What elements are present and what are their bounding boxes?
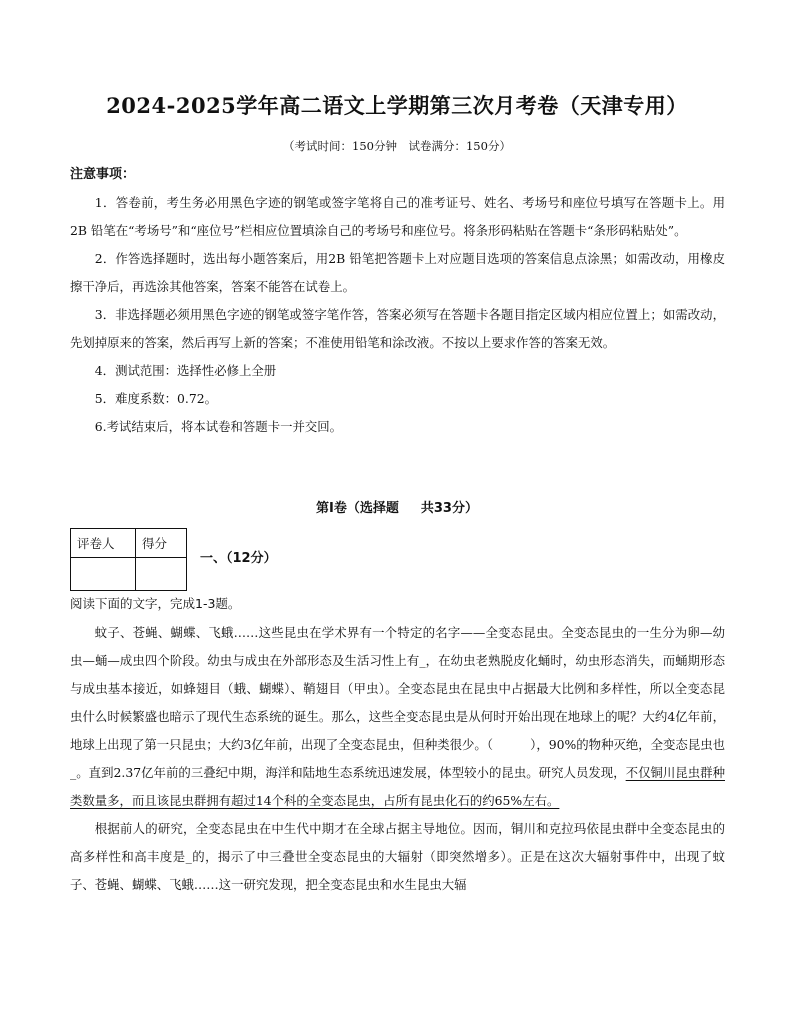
part-label: 一、（12分） bbox=[200, 551, 277, 566]
notice-item: 3．非选择题必须用黑色字迹的钢笔或签字笔作答，答案必须写在答题卡各题目指定区域内相应位置上；如需改动，先划掉原来的答案，然后再写上新的答案；不准使用铅笔和涂改液。不按以上要求作答的答案无效。 bbox=[70, 307, 725, 350]
passage-text: 蚊子、苍蝇、蝴蝶、飞蛾……这些昆虫在学术界有一个特定的名字——全变态昆虫。全变态昆虫的一生分为卵—幼虫—蛹—成虫四个阶段。幼虫与成虫在外部形态及生活习性上有_，在幼虫老熟脱皮化蛹时，幼虫形态消失，而蛹期形态与成虫基本接近，如蜂翅目（蛾、蝴蝶）、鞘翅目（甲虫）。全变态昆虫在昆虫中占据最大比例和多样性，所以全变态昆虫什么时候繁盛也暗示了现代生态系统的诞生。那么，这些全变态昆虫是从何时开始出现在地球上的呢？大约4亿年前，地球上出现了第一只昆虫；大约3亿年前，出现了全变态昆虫，但种类很少。（ ），90%的物种灭绝，全变态昆虫也_。直到2.37亿年前的三叠纪中期，海洋和陆地生态系统迅速发展，体型较小的昆虫。研究人员发现， bbox=[70, 625, 725, 780]
notice-item: 5．难度系数：0.72。 bbox=[94, 391, 218, 406]
reading-instruction: 阅读下面的文字，完成1-3题。 bbox=[70, 596, 241, 611]
notice-item: 6.考试结束后，将本试卷和答题卡一并交回。 bbox=[94, 419, 343, 434]
grader-cell bbox=[71, 558, 136, 591]
grader-label: 评卷人 bbox=[71, 529, 136, 558]
notice-item: 4．测试范围：选择性必修上全册 bbox=[94, 363, 277, 378]
notice-list bbox=[70, 189, 725, 441]
section-heading bbox=[0, 497, 794, 516]
exam-info: （考试时间：150分钟 试卷满分：150分） bbox=[283, 139, 511, 153]
passage-paragraph bbox=[70, 619, 725, 815]
underlined-sentence: 不仅铜川昆虫群种类数量多，而且该昆虫群拥有超过14个科的全变态昆虫，占所有昆虫化石的约65%左右。 bbox=[70, 765, 725, 808]
section-title-b: 共33分） bbox=[420, 501, 478, 516]
section-title-a: 第Ⅰ卷（选择题 bbox=[316, 501, 399, 516]
notice-heading: 注意事项： bbox=[70, 167, 136, 182]
passage-paragraph: 根据前人的研究，全变态昆虫在中生代中期才在全球占据主导地位。因而，铜川和克拉玛依昆虫群中全变态昆虫的高多样性和高丰度是_的，揭示了中三叠世全变态昆虫的大辐射（即突然增多）。正是在这次大辐射事件中，出现了蚊子、苍蝇、蝴蝶、飞蛾……这一研究发现，把全变态昆虫和水生昆虫大辐 bbox=[70, 821, 725, 892]
score-label: 得分 bbox=[136, 529, 187, 558]
score-table bbox=[70, 528, 187, 591]
score-cell bbox=[136, 558, 187, 591]
reading-passage bbox=[70, 619, 725, 899]
notice-item: 2．作答选择题时，选出每小题答案后，用2B 铅笔把答题卡上对应题目选项的答案信息点涂黑；如需改动，用橡皮擦干净后，再选涂其他答案，答案不能答在试卷上。 bbox=[70, 251, 725, 294]
notice-item: 1．答卷前，考生务必用黑色字迹的钢笔或签字笔将自己的准考证号、姓名、考场号和座位号填写在答题卡上。用 2B 铅笔在“考场号”和“座位号”栏相应位置填涂自己的考场号和座位号。将条形码粘贴在答题卡“条形码粘贴处”。 bbox=[70, 195, 725, 238]
page-title: 2024-2025学年高二语文上学期第三次月考卷（天津专用） bbox=[106, 93, 688, 118]
